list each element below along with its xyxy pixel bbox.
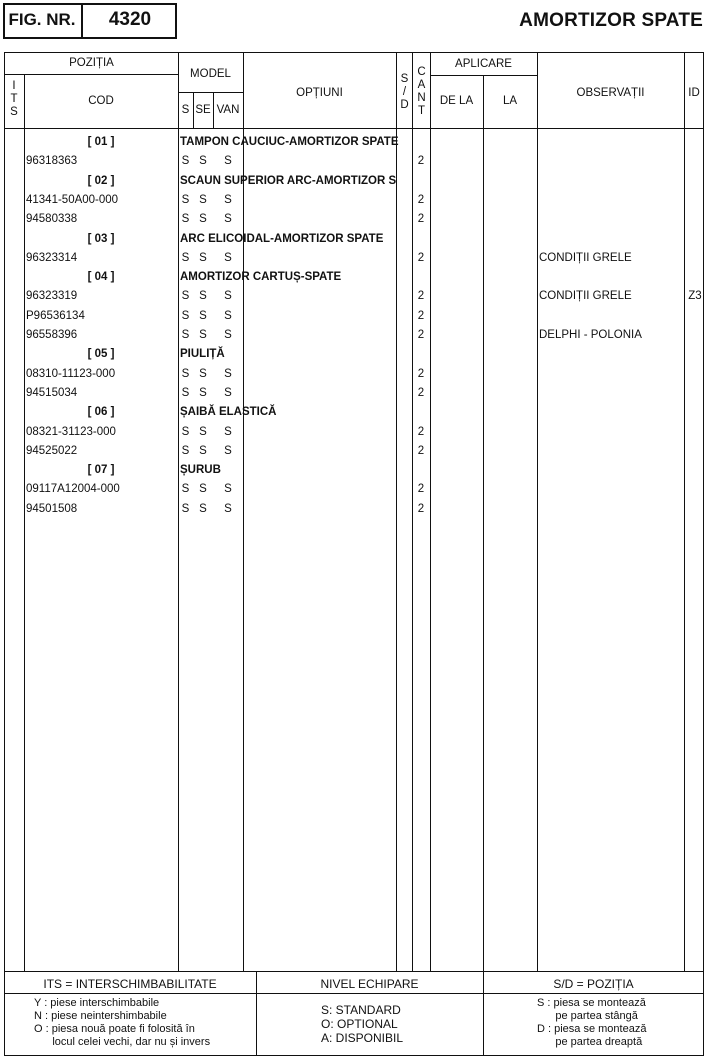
header-optiuni: OPȚIUNI — [296, 87, 343, 99]
part-code: 09117A12004-000 — [26, 483, 120, 495]
header-its: I T S — [10, 80, 18, 118]
observation-text: CONDIȚII GRELE — [539, 290, 632, 302]
position-number: [ 03 ] — [87, 233, 115, 245]
position-description: TAMPON CAUCIUC-AMORTIZOR SPATE — [180, 136, 399, 148]
quantity-value: 2 — [417, 155, 425, 167]
header-cant: C A N T — [417, 66, 426, 117]
col-divider-optiuni — [396, 52, 397, 971]
model-s-value: S — [181, 426, 190, 438]
header-model-se: SE — [195, 104, 211, 116]
model-s-value: S — [181, 155, 190, 167]
footer-its-legend: Y : piese interschimbabile N : piese neintershimbabile O : piesa nouă poate fi folosită în locul celei vechi, dar nu și invers — [34, 997, 211, 1048]
model-van-value: S — [224, 290, 232, 302]
footer-top-rule — [4, 971, 704, 972]
model-se-value: S — [199, 368, 207, 380]
quantity-value: 2 — [417, 310, 425, 322]
position-number: [ 07 ] — [87, 464, 115, 476]
model-van-value: S — [224, 387, 232, 399]
quantity-value: 2 — [417, 329, 425, 341]
header-la: LA — [502, 95, 518, 107]
model-se-value: S — [199, 329, 207, 341]
quantity-value: 2 — [417, 213, 425, 225]
col-divider-obs — [684, 52, 685, 971]
header-observatii: OBSERVAȚII — [576, 87, 645, 99]
quantity-value: 2 — [417, 426, 425, 438]
footer-nivel-title: NIVEL ECHIPARE — [320, 977, 419, 991]
model-se-value: S — [199, 426, 207, 438]
position-number: [ 01 ] — [87, 136, 115, 148]
model-s-value: S — [181, 483, 190, 495]
header-model-s: S — [181, 104, 190, 116]
position-number: [ 04 ] — [87, 271, 115, 283]
footer-sd-title: S/D = POZIȚIA — [553, 977, 634, 991]
col-divider-cant — [430, 52, 431, 971]
header-divider — [5, 74, 178, 75]
header-cod: COD — [88, 95, 114, 107]
quantity-value: 2 — [417, 387, 425, 399]
part-code: 96558396 — [26, 329, 78, 341]
col-divider-la — [537, 52, 538, 971]
part-code: 94501508 — [26, 503, 78, 515]
observation-text: CONDIȚII GRELE — [539, 252, 632, 264]
position-description: SCAUN SUPERIOR ARC-AMORTIZOR S — [180, 175, 397, 187]
position-description: AMORTIZOR CARTUȘ-SPATE — [180, 271, 342, 283]
position-description: PIULIȚĂ — [180, 348, 225, 360]
quantity-value: 2 — [417, 290, 425, 302]
quantity-value: 2 — [417, 368, 425, 380]
quantity-value: 2 — [417, 503, 425, 515]
model-van-value: S — [224, 503, 232, 515]
header-aplicare: APLICARE — [455, 58, 512, 70]
part-code: 96323314 — [26, 252, 78, 264]
model-se-value: S — [199, 310, 207, 322]
part-code: 08321-31123-000 — [26, 426, 116, 438]
footer-divider — [4, 993, 704, 994]
quantity-value: 2 — [417, 252, 425, 264]
part-code: 94580338 — [26, 213, 78, 225]
model-van-value: S — [224, 368, 232, 380]
part-code: 41341-50A00-000 — [26, 194, 119, 206]
model-se-value: S — [199, 194, 207, 206]
model-van-value: S — [224, 445, 232, 457]
model-van-value: S — [224, 329, 232, 341]
header-bottom-rule — [4, 128, 704, 129]
model-s-value: S — [181, 503, 190, 515]
model-se-value: S — [199, 483, 207, 495]
fig-label: FIG. NR. — [3, 3, 83, 39]
part-code: 94525022 — [26, 445, 78, 457]
model-se-value: S — [199, 290, 207, 302]
footer-sd-legend: S : piesa se montează pe partea stângă D : piesa se montează pe partea dreaptă — [537, 997, 647, 1048]
position-description: ȘURUB — [180, 464, 221, 476]
part-code: 96318363 — [26, 155, 78, 167]
col-divider-its — [24, 74, 25, 971]
part-code: 08310-11123-000 — [26, 368, 116, 380]
model-s-value: S — [181, 290, 190, 302]
model-s-value: S — [181, 368, 190, 380]
model-s-value: S — [181, 252, 190, 264]
model-s-value: S — [181, 310, 190, 322]
position-number: [ 06 ] — [87, 406, 115, 418]
col-divider-model — [243, 52, 244, 971]
position-number: [ 02 ] — [87, 175, 115, 187]
quantity-value: 2 — [417, 194, 425, 206]
model-s-value: S — [181, 329, 190, 341]
position-description: ȘAIBĂ ELASTICĂ — [180, 406, 277, 418]
model-van-value: S — [224, 252, 232, 264]
model-se-value: S — [199, 213, 207, 225]
position-description: ARC ELICOIDAL-AMORTIZOR SPATE — [180, 233, 384, 245]
model-se-value: S — [199, 503, 207, 515]
col-divider-de-la — [483, 75, 484, 971]
model-se-value: S — [199, 387, 207, 399]
model-van-value: S — [224, 483, 232, 495]
model-se-value: S — [199, 445, 207, 457]
header-divider — [178, 92, 243, 93]
model-s-value: S — [181, 387, 190, 399]
part-code: P96536134 — [26, 310, 85, 322]
model-van-value: S — [224, 426, 232, 438]
model-se-value: S — [199, 252, 207, 264]
id-value: Z3 — [688, 290, 702, 302]
model-van-value: S — [224, 310, 232, 322]
header-de-la: DE LA — [439, 95, 474, 107]
quantity-value: 2 — [417, 483, 425, 495]
fig-number: 4320 — [108, 9, 152, 30]
model-s-value: S — [181, 194, 190, 206]
header-id: ID — [688, 87, 700, 99]
observation-text: DELPHI - POLONIA — [539, 329, 642, 341]
position-number: [ 05 ] — [87, 348, 115, 360]
header-pozitia: POZIȚIA — [69, 57, 114, 69]
part-code: 96323319 — [26, 290, 78, 302]
model-s-value: S — [181, 213, 190, 225]
footer-nivel-legend: S: STANDARD O: OPTIONAL A: DISPONIBIL — [321, 1003, 404, 1045]
model-van-value: S — [224, 155, 232, 167]
quantity-value: 2 — [417, 445, 425, 457]
header-sd: S / D — [400, 73, 409, 111]
header-model-van: VAN — [216, 104, 240, 116]
header-model: MODEL — [190, 68, 231, 80]
model-van-value: S — [224, 213, 232, 225]
model-s-value: S — [181, 445, 190, 457]
part-code: 94515034 — [26, 387, 78, 399]
model-van-value: S — [224, 194, 232, 206]
page-title: AMORTIZOR SPATE — [519, 10, 703, 31]
footer-its-title: ITS = INTERSCHIMBABILITATE — [43, 977, 217, 991]
model-se-value: S — [199, 155, 207, 167]
